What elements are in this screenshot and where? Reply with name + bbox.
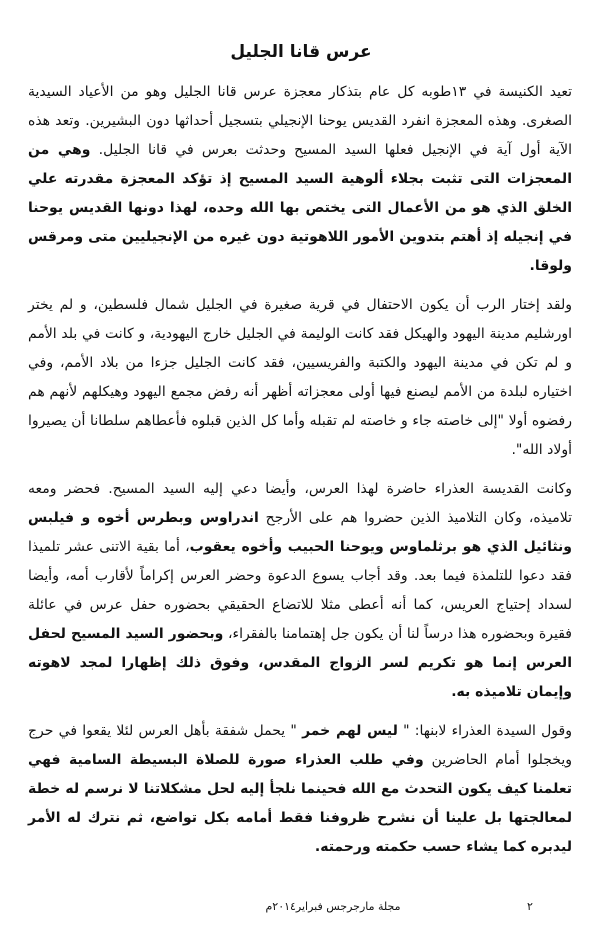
bold-text-run: وهي من المعجزات التى تثبت بجلاء ألوهية السيد المسيح إذ تؤكد المعجزة مقدرته علي الخلق الذي هو من الأعمال التى يختص بها الله وحده، لهذا دونها القديس يوحنا في إنجيله إذ أهتم بتدوين الأمور اللاهوتية دون غيره من الإنجيليين متى ومرقس ولوقا. [28, 142, 572, 274]
page-number: ٢ [527, 900, 533, 913]
paragraph [28, 717, 572, 862]
paragraph [28, 475, 572, 707]
bold-text-run: ليس لهم خمر [302, 723, 398, 739]
bold-text-run: وفي طلب العذراء صورة للصلاة البسيطة السامية فهي تعلمنا كيف يكون التحدث مع الله فحينما نلجأ إليه لحل مشكلاتنا لا نرسم له خطة لمعالجتها بل علينا أن نشرح ظروفنا فقط أمامه بكل تواضع، ثم نترك له الأمر ليدبره كما يشاء حسب حكمته ورحمته. [28, 752, 572, 855]
paragraph [28, 78, 572, 281]
text-run: تعيد الكنيسة في ١٣طوبه كل عام بتذكار معجزة عرس قانا الجليل وهو من الأعياد السيدية الصغرى. وهذه المعجزة انفرد القديس يوحنا الإنجيلي بتسجيل أحداثها دون البشيرين. وتعد هذه الآية أول آية في الإنجيل فعلها السيد المسيح وحدثت بعرس في قانا الجليل. [28, 84, 572, 158]
bold-text-run: وبحضور السيد المسيح لحفل العرس إنما هو تكريم لسر الزواج المقدس، وفوق ذلك إظهارا لمجد لاهوته وإيمان تلاميذه به. [28, 626, 572, 700]
text-run: وكانت القديسة العذراء حاضرة لهذا العرس، وأيضا دعي إليه السيد المسيح. فحضر ومعه تلاميذه، وكان التلاميذ الذين حضروا هم على الأرجح [28, 481, 572, 526]
article-body [0, 78, 602, 862]
text-run: وقول السيدة العذراء لابنها: " [397, 723, 572, 739]
text-run: ولقد إختار الرب أن يكون الاحتفال في قرية صغيرة في الجليل شمال فلسطين، و لم يختر اورشليم مدينة اليهود والهيكل فقد كانت الوليمة في الجليل خارج اليهودية، و كانت في بلد الأمم و لم تكن في مدينة اليهود والكتبة والفريسيين، فقد كانت الجليل جزءا من بلاد الأمم، وفي اختياره لبلدة من الأمم ليصنع فيها أولى معجزاته أظهر أنه رفض مجمع اليهود وهيكلهم لأنهم هم رفضوه أولا "إلى خاصته جاء و خاصته لم تقبله وأما كل الذين قبلوه فأعطاهم سلطانا أن يصيروا أولاد الله". [28, 297, 572, 458]
page-footer [0, 896, 602, 920]
bold-text-run: اندراوس وبطرس أخوه و فيلبس ونثائيل الذي هو برثلماوس ويوحنا الحبيب وأخوه يعقوب [28, 510, 573, 555]
journal-name: مجلة مارجرجس فبراير٢٠١٤م [265, 900, 401, 913]
text-run: " يحمل شفقة بأهل العرس لئلا يقعوا في حرج ويخجلوا أمام الحاضرين [28, 723, 572, 768]
text-run: ، أما بقية الاتنى عشر تلميذا فقد دعوا للتلمذة فيما بعد. وقد أجاب يسوع الدعوة وحضر العرس إكراماً لأقارب أمه، وأيضا لسداد إحتياج العريس، كما أنه أعطى مثلا للاتضاع الحقيقي بحضوره حفل عرس في عائلة فقيرة وبحضوره هذا درساً لنا أن يكون جل إهتمامنا بالفقراء، [28, 539, 572, 642]
page-title: عرس قانا الجليل [230, 42, 372, 62]
paragraph [28, 291, 572, 465]
